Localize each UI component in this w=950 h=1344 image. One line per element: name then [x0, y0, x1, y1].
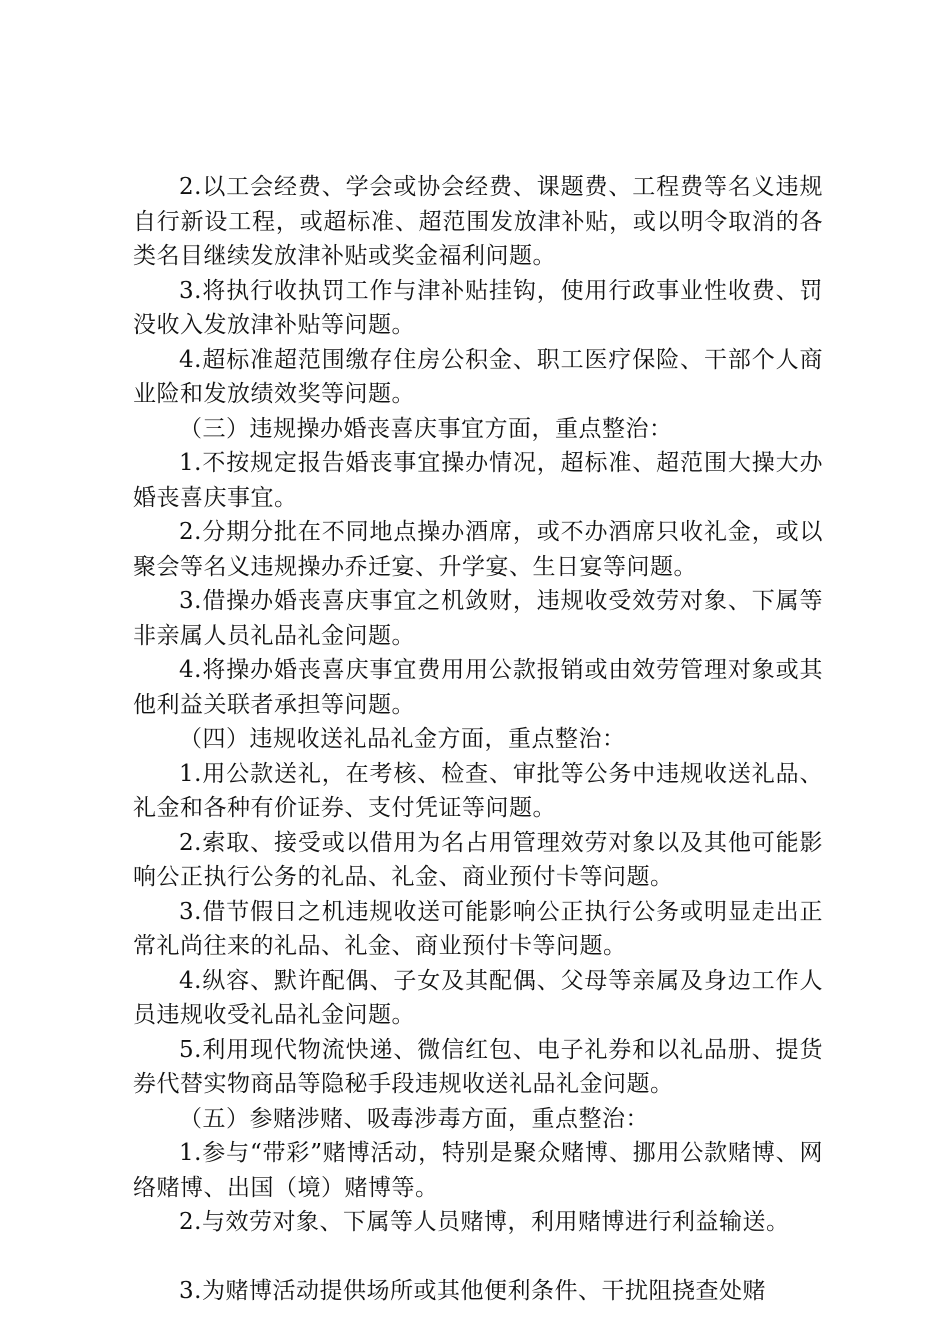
paragraph: 3.借操办婚丧喜庆事宜之机敛财，违规收受效劳对象、下属等非亲属人员礼品礼金问题。	[133, 588, 823, 649]
paragraph: 2.与效劳对象、下属等人员赌博，利用赌博进行利益输送。	[179, 1209, 790, 1235]
paragraph: 3.为赌博活动提供场所或其他便利条件、干扰阻挠查处赌	[179, 1278, 766, 1304]
paragraph: 1.用公款送礼，在考核、检查、审批等公务中违规收送礼品、礼金和各种有价证券、支付凭证等问题。	[133, 760, 823, 821]
paragraph: 5.利用现代物流快递、微信红包、电子礼券和以礼品册、提货券代替实物商品等隐秘手段违规收送礼品礼金问题。	[133, 1036, 823, 1097]
paragraph: 2.索取、接受或以借用为名占用管理效劳对象以及其他可能影响公正执行公务的礼品、礼金、商业预付卡等问题。	[133, 829, 823, 890]
paragraph: 2.分期分批在不同地点操办酒席，或不办酒席只收礼金，或以聚会等名义违规操办乔迁宴、升学宴、生日宴等问题。	[133, 519, 823, 580]
document-body	[133, 170, 823, 1309]
paragraph: 3.将执行收执罚工作与津补贴挂钩，使用行政事业性收费、罚没收入发放津补贴等问题。	[133, 277, 823, 338]
paragraph: 1.参与“带彩”赌博活动，特别是聚众赌博、挪用公款赌博、网络赌博、出国（境）赌博等。	[133, 1140, 823, 1201]
paragraph: 3.借节假日之机违规收送可能影响公正执行公务或明显走出正常礼尚往来的礼品、礼金、商业预付卡等问题。	[133, 898, 823, 959]
paragraph: 2.以工会经费、学会或协会经费、课题费、工程费等名义违规自行新设工程，或超标准、超范围发放津补贴，或以明令取消的各类名目继续发放津补贴或奖金福利问题。	[133, 174, 823, 269]
paragraph: 4.超标准超范围缴存住房公积金、职工医疗保险、干部个人商业险和发放绩效奖等问题。	[133, 346, 823, 407]
section-heading: （五）参赌涉赌、吸毒涉毒方面，重点整治：	[179, 1105, 649, 1132]
paragraph: 1.不按规定报告婚丧事宜操办情况，超标准、超范围大操大办婚丧喜庆事宜。	[133, 450, 823, 511]
blank-line	[133, 1240, 823, 1275]
section-heading: （四）违规收送礼品礼金方面，重点整治：	[179, 726, 626, 752]
paragraph: 4.将操办婚丧喜庆事宜费用用公款报销或由效劳管理对象或其他利益关联者承担等问题。	[133, 657, 823, 718]
section-heading: （三）违规操办婚丧喜庆事宜方面，重点整治：	[179, 415, 673, 442]
paragraph: 4.纵容、默许配偶、子女及其配偶、父母等亲属及身边工作人员违规收受礼品礼金问题。	[133, 967, 823, 1028]
